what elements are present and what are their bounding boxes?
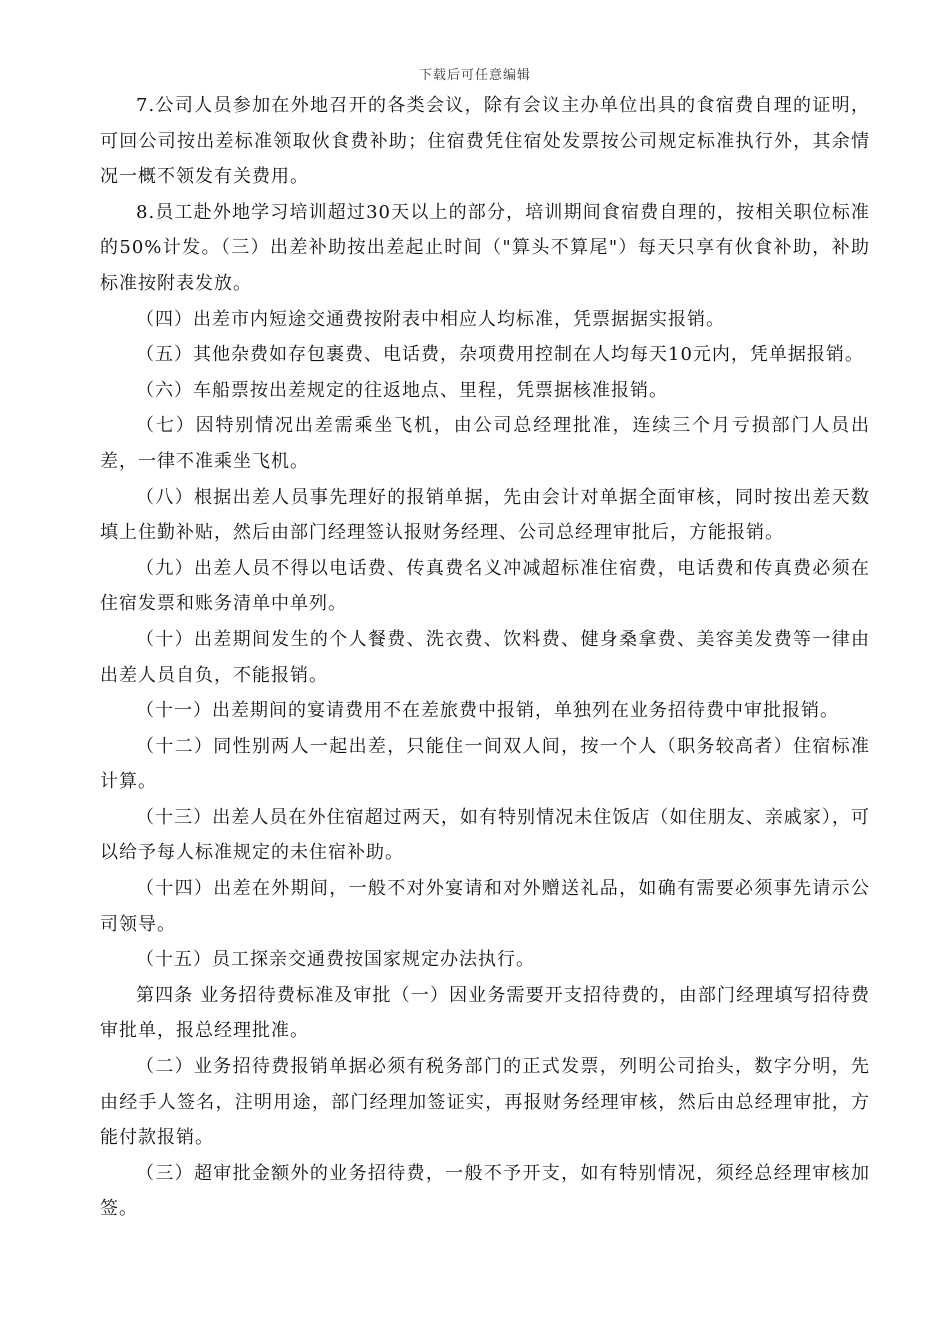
paragraph-training-expenses: 8.员工赴外地学习培训超过30天以上的部分，培训期间食宿费自理的，按相关职位标准的50%计发。（三）出差补助按出差起止时间（"算头不算尾"）每天只享有伙食补助，补助标准按附表发放。: [100, 201, 870, 294]
paragraph-over-limit: （三）超审批金额外的业务招待费，一般不予开支，如有特别情况，须经总经理审核加签。: [100, 1162, 870, 1220]
paragraph-air-travel: （七）因特别情况出差需乘坐飞机，由公司总经理批准，连续三个月亏损部门人员出差，一律不准乘坐飞机。: [100, 415, 870, 472]
paragraph-meeting-expenses: 7.公司人员参加在外地召开的各类会议，除有会议主办单位出具的食宿费自理的证明，可回公司按出差标准领取伙食费补助；住宿费凭住宿处发票按公司规定标准执行外，其余情况一概不领发有关费用。: [100, 95, 870, 188]
document-body: [100, 88, 870, 1227]
paragraph-article-four: 第四条 业务招待费标准及审批（一）因业务需要开支招待费的，由部门经理填写招待费审批单，报总经理批准。: [100, 984, 870, 1042]
paragraph-entertainment-invoice: （二）业务招待费报销单据必须有税务部门的正式发票，列明公司抬头，数字分明，先由经手人签名，注明用途，部门经理加签证实，再报财务经理审核，然后由总经理审批，方能付款报销。: [100, 1056, 870, 1149]
page-header: 下载后可任意编辑: [418, 68, 531, 83]
paragraph-misc-fees: （五）其他杂费如存包裹费、电话费，杂项费用控制在人均每天10元内，凭单据报销。: [136, 344, 864, 366]
paragraph-reimbursement-review: （八）根据出差人员事先理好的报销单据，先由会计对单据全面审核，同时按出差天数填上住勤补贴，然后由部门经理签认报财务经理、公司总经理审批后，方能报销。: [100, 486, 870, 544]
paragraph-no-hotel-allowance: （十三）出差人员在外住宿超过两天，如有特别情况未住饭店（如住朋友、亲戚家），可以给予每人标准规定的未住宿补助。: [100, 806, 870, 864]
paragraph-personal-expenses: （十）出差期间发生的个人餐费、洗衣费、饮料费、健身桑拿费、美容美发费等一律由出差人员自负，不能报销。: [100, 628, 870, 686]
paragraph-local-transport: （四）出差市内短途交通费按附表中相应人均标准，凭票据据实报销。: [136, 308, 725, 330]
paragraph-phone-fax: （九）出差人员不得以电话费、传真费名义冲减超标准住宿费，电话费和传真费必须在住宿发票和账务清单中单列。: [100, 557, 870, 615]
paragraph-banquet: （十一）出差期间的宴请费用不在差旅费中报销，单独列在业务招待费中审批报销。: [136, 700, 839, 722]
paragraph-train-ship-tickets: （六）车船票按出差规定的往返地点、里程，凭票据核准报销。: [136, 379, 668, 401]
paragraph-shared-room: （十二）同性别两人一起出差，只能住一间双人间，按一个人（职务较高者）住宿标准计算。: [100, 735, 870, 793]
paragraph-gifts: （十四）出差在外期间，一般不对外宴请和对外赠送礼品，如确有需要必须事先请示公司领导。: [100, 878, 870, 935]
paragraph-family-visit: （十五）员工探亲交通费按国家规定办法执行。: [136, 949, 535, 971]
